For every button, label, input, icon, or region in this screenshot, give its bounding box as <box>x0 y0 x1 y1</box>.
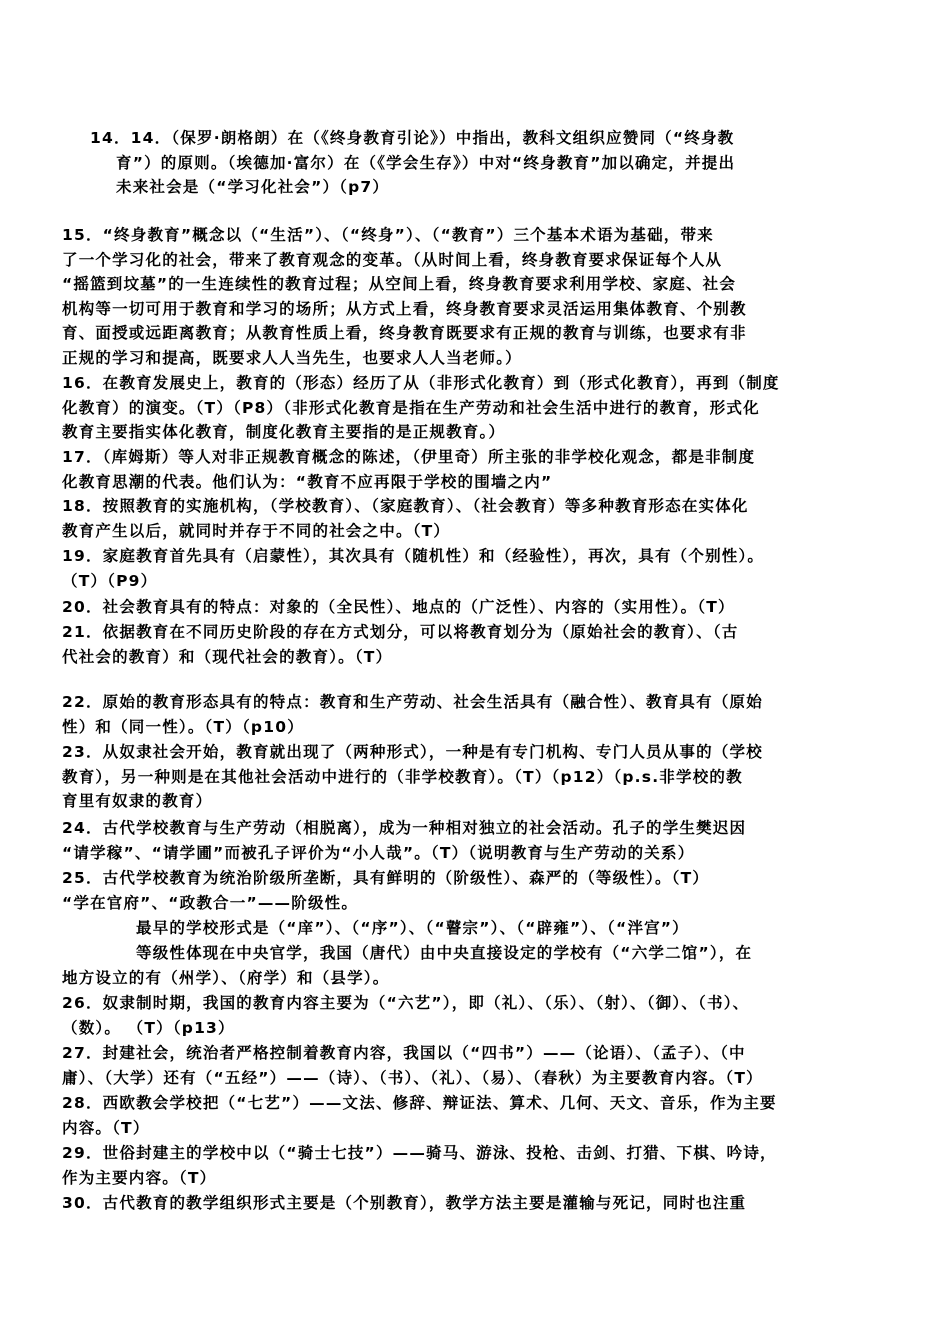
text-line: 20．社会教育具有的特点：对象的（全民性）、地点的（广泛性）、内容的（实用性）。（T） <box>62 598 735 616</box>
question-30 <box>62 1191 888 1216</box>
question-29 <box>62 1141 888 1190</box>
text-line: 代社会的教育）和（现代社会的教育）。（T） <box>62 647 393 666</box>
text-line: 18．按照教育的实施机构，（学校教育）、（家庭教育）、（社会教育）等多种教育形态在实体化 <box>62 497 749 515</box>
text-line: 化教育）的演变。（T）（P8）（非形式化教育是指在生产劳动和社会生活中进行的教育，形式化 <box>62 398 760 417</box>
text-line: 教育），另一种则是在其他社会活动中进行的（非学校教育）。（T）（p12）（p.s.非学校的教 <box>62 767 743 786</box>
question-18 <box>62 494 888 543</box>
text-line: 25．古代学校教育为统治阶级所垄断，具有鲜明的（阶级性）、森严的（等级性）。（T） <box>62 869 710 887</box>
question-25-hierarchy <box>62 941 888 990</box>
text-line: （数）。 （T）（p13） <box>62 1018 235 1037</box>
text-line: 庸）、（大学）还有（“五经”）——（诗）、（书）、（礼）、（易）、（春秋）为主要教育内容。（T） <box>62 1068 763 1087</box>
text-line: 29．世俗封建主的学校中以（“骑士七技”）——骑马、游泳、投枪、击剑、打猎、下棋、吟诗， <box>62 1144 777 1162</box>
text-line: 30．古代教育的教学组织形式主要是（个别教育），教学方法主要是灌输与死记，同时也注重 <box>62 1194 747 1212</box>
text-line: 14．14．（保罗·朗格朗）在（《终身教育引论》）中指出，教科文组织应赞同（“终身教 <box>90 129 735 147</box>
question-16 <box>62 371 888 445</box>
text-line: 26．奴隶制时期，我国的教育内容主要为（“六艺”），即（礼）、（乐）、（射）、（御）、（书）、 <box>62 994 750 1012</box>
text-line: 23．从奴隶社会开始，教育就出现了（两种形式），一种是有专门机构、专门人员从事的（学校 <box>62 743 763 761</box>
text-line: 教育主要指实体化教育，制度化教育主要指的是正规教育。） <box>62 423 506 442</box>
text-line: 27．封建社会，统治者严格控制着教育内容，我国以（“四书”）——（论语）、（孟子）、（中 <box>62 1044 746 1062</box>
text-line: 未来社会是（“学习化社会”）（p7） <box>116 178 390 197</box>
text-line: 16．在教育发展史上，教育的（形态）经历了从（非形式化教育）到（形式化教育），再到（制度 <box>62 374 780 392</box>
text-line: 28．西欧教会学校把（“七艺”）——文法、修辞、辩证法、算术、几何、天文、音乐，作为主要 <box>62 1094 777 1112</box>
question-24 <box>62 816 888 865</box>
question-15 <box>62 223 888 371</box>
question-20 <box>62 595 888 620</box>
question-17 <box>62 445 888 494</box>
text-line: “请学稼”、“请学圃”而被孔子评价为“小人哉”。（T）（说明教育与生产劳动的关系） <box>62 843 695 862</box>
text-line: 化教育思潮的代表。他们认为：“教育不应再限于学校的围墙之内” <box>62 472 553 491</box>
text-line: 育里有奴隶的教育） <box>62 792 213 811</box>
text-line: “摇篮到坟墓”的一生连续性的教育过程；从空间上看，终身教育要求利用学校、家庭、社会 <box>62 275 737 294</box>
text-line: 性）和（同一性）。（T）（p10） <box>62 717 304 736</box>
text-line: 等级性体现在中央官学，我国（唐代）由中央直接设定的学校有（“六学二馆”），在 <box>136 944 753 962</box>
text-line: “学在官府”、“政教合一”——阶级性。 <box>62 893 359 912</box>
question-21 <box>62 620 888 669</box>
text-line: 19．家庭教育首先具有（启蒙性），其次具有（随机性）和（经验性），再次，具有（个别性）。 <box>62 547 765 565</box>
text-line: 教育产生以后，就同时并存于不同的社会之中。（T） <box>62 521 451 540</box>
text-line: 机构等一切可用于教育和学习的场所；从方式上看，终身教育要求灵活运用集体教育、个别教 <box>62 299 747 318</box>
text-line: 育”）的原则。（埃德加·富尔）在（《学会生存》）中对“终身教育”加以确定，并提出 <box>116 153 736 172</box>
question-14 <box>90 126 890 200</box>
question-27 <box>62 1041 888 1090</box>
question-26 <box>62 991 888 1040</box>
text-line: 21．依据教育在不同历史阶段的存在方式划分，可以将教育划分为（原始社会的教育）、（古 <box>62 623 739 641</box>
question-25-school-forms <box>62 916 888 941</box>
text-line: 内容。（T） <box>62 1118 150 1137</box>
text-line: 地方设立的有（州学）、（府学）和（县学）。 <box>62 968 390 987</box>
text-line: 22．原始的教育形态具有的特点：教育和生产劳动、社会生活具有（融合性）、教育具有（原始 <box>62 693 763 711</box>
text-line: 17．（库姆斯）等人对非正规教育概念的陈述，（伊里奇）所主张的非学校化观念，都是非制度 <box>62 448 756 466</box>
question-22 <box>62 690 888 739</box>
text-line: （T）（P9） <box>62 571 158 590</box>
question-23 <box>62 740 888 814</box>
question-19 <box>62 544 888 593</box>
text-line: 了一个学习化的社会，带来了教育观念的变革。（从时间上看，终身教育要求保证每个人从 <box>62 250 723 269</box>
text-line: 15．“终身教育”概念以（“生活”）、（“终身”）、（“教育”）三个基本术语为基础，带来 <box>62 226 714 244</box>
text-line: 最早的学校形式是（“庠”）、（“序”）、（“瞽宗”）、（“辟雍”）、（“泮宫”） <box>136 919 689 937</box>
question-25 <box>62 866 888 915</box>
text-line: 正规的学习和提高，既要求人人当先生，也要求人人当老师。） <box>62 348 522 367</box>
question-28 <box>62 1091 888 1140</box>
text-line: 24．古代学校教育与生产劳动（相脱离），成为一种相对独立的社会活动。孔子的学生樊迟因 <box>62 819 747 837</box>
text-line: 育、面授或远距离教育；从教育性质上看，终身教育既要求有正规的教育与训练，也要求有非 <box>62 324 747 343</box>
text-line: 作为主要内容。（T） <box>62 1168 217 1187</box>
